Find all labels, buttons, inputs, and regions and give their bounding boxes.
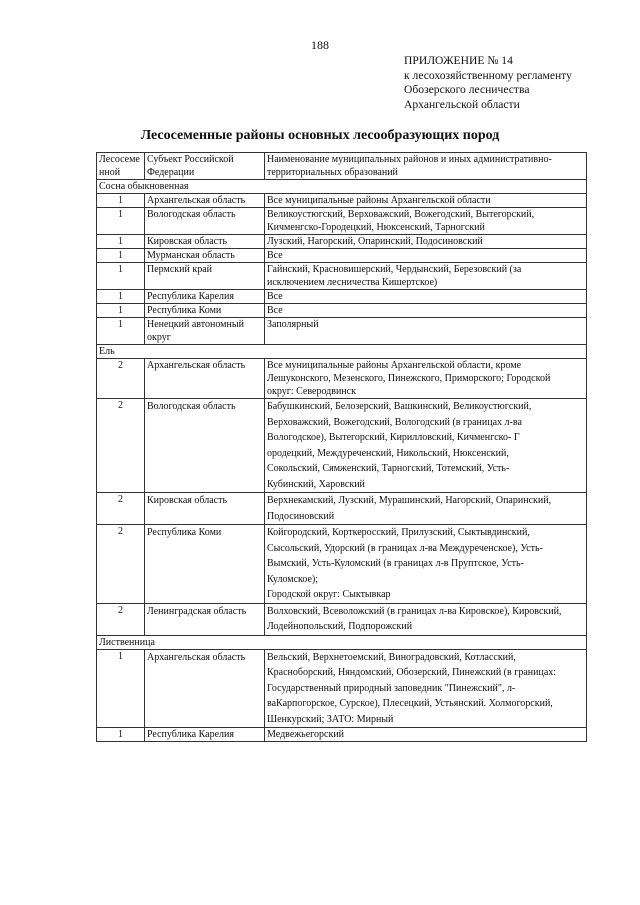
- district-line: исключением лесничества Кишертское): [267, 277, 438, 288]
- district-line: Гайнский, Красновишерский, Чердынский, Березовский (за: [267, 264, 522, 275]
- appendix-header: [404, 54, 572, 112]
- district-line: Вельский, Верхнетоемский, Виноградовский, Котласский,: [267, 651, 516, 663]
- header-districts: Наименование муниципальных районов и иных административно- территориальных образований: [265, 153, 587, 180]
- district-line: Лодейнопольский, Подпорожский: [267, 621, 413, 632]
- districts-cell: [265, 249, 587, 263]
- subject-line: Республика Карелия: [147, 729, 234, 740]
- table-row: [97, 493, 587, 525]
- header-subject: Субъект Российской Федерации: [145, 153, 265, 180]
- district-line: Шенкурский; ЗАТО: Мирный: [267, 713, 394, 725]
- districts-cell: [265, 304, 587, 318]
- section-row: [97, 345, 587, 359]
- subject-line: Республика Коми: [147, 527, 222, 538]
- districts-cell: [265, 493, 587, 525]
- district-line: Верховажский, Вожегодский, Вологодский (в границах л-ва: [267, 416, 522, 428]
- district-line: Красноборский, Няндомский, Обозерский, Пинежский (в границах:: [267, 667, 557, 678]
- subject-cell: [145, 249, 265, 263]
- subject-cell: [145, 359, 265, 399]
- table-row: [97, 649, 587, 728]
- district-line: Заполярный: [267, 319, 319, 330]
- seed-zone-number: 2: [97, 525, 145, 604]
- seed-zone-number: 1: [97, 318, 145, 345]
- districts-cell: [265, 194, 587, 208]
- header-seed-zone: Лесосеме нной: [97, 153, 145, 180]
- districts-cell: [265, 525, 587, 604]
- seed-zone-number: 2: [97, 493, 145, 525]
- district-line: Все муниципальные районы Архангельской области: [267, 195, 491, 206]
- seed-zone-number: 2: [97, 399, 145, 493]
- district-line: Волховский, Всеволожский (в границах л-ва Кировское), Кировский,: [267, 605, 562, 617]
- subject-line: Архангельская область: [147, 651, 246, 663]
- appendix-line: Архангельской области: [404, 97, 520, 111]
- table-row: [97, 208, 587, 235]
- subject-line: Ленинградская область: [147, 605, 247, 617]
- seed-zone-number: 1: [97, 263, 145, 290]
- subject-cell: [145, 525, 265, 604]
- district-line: Сысольский, Удорский (в границах л-ва Междуреченское), Усть-: [267, 542, 543, 554]
- district-line: Медвежьегорский: [267, 729, 345, 740]
- table-body: [97, 180, 587, 742]
- table-row: [97, 304, 587, 318]
- subject-line: Пермский край: [147, 264, 212, 275]
- subject-cell: [145, 318, 265, 345]
- table-row: [97, 290, 587, 304]
- table-row: [97, 318, 587, 345]
- districts-cell: [265, 263, 587, 290]
- table-row: [97, 194, 587, 208]
- subject-line: округ: [147, 332, 171, 343]
- subject-line: Мурманская область: [147, 250, 235, 261]
- district-line: Подосиновский: [267, 510, 335, 522]
- districts-cell: [265, 318, 587, 345]
- district-line: Все: [267, 250, 283, 261]
- subject-cell: [145, 493, 265, 525]
- district-line: Все: [267, 305, 283, 316]
- seed-zone-number: 2: [97, 603, 145, 635]
- district-line: Городской округ: Сыктывкар: [267, 589, 391, 600]
- district-line: Лешуконского, Мезенского, Пинежского, Приморского; Городской: [267, 373, 551, 384]
- districts-cell: [265, 399, 587, 493]
- subject-cell: [145, 208, 265, 235]
- subject-line: Кировская область: [147, 236, 228, 247]
- subject-line: Вологодская область: [147, 401, 236, 412]
- district-line: Великоустюгский, Верховажский, Вожегодский, Вытегорский,: [267, 209, 535, 220]
- subject-line: Республика Карелия: [147, 291, 234, 302]
- seed-zone-number: 1: [97, 208, 145, 235]
- table-row: [97, 399, 587, 493]
- document-title: Лесосеменные районы основных лесообразующих пород: [140, 128, 500, 143]
- district-line: Сокольский, Сямженский, Тарногский, Тотемский, Усть-: [267, 463, 510, 474]
- table-row: [97, 263, 587, 290]
- district-line: ваКарпогорское, Сурское), Плесецкий, Устьянский. Холмогорский,: [267, 698, 553, 709]
- subject-cell: [145, 263, 265, 290]
- subject-cell: [145, 290, 265, 304]
- appendix-line: Обозерского лесничества: [404, 83, 530, 96]
- district-line: Государственный природный заповедник "Пинежский", л-: [267, 682, 516, 694]
- section-row: [97, 635, 587, 649]
- subject-cell: [145, 728, 265, 742]
- district-line: Койгородский, Корткеросский, Прилузский, Сыктывдинский,: [267, 527, 530, 538]
- district-line: Все муниципальные районы Архангельской области, кроме: [267, 360, 522, 371]
- table-row: [97, 235, 587, 249]
- subject-cell: [145, 399, 265, 493]
- section-row: [97, 180, 587, 194]
- seed-zone-number: 1: [97, 649, 145, 728]
- table-row: [97, 525, 587, 604]
- seed-zone-number: 2: [97, 359, 145, 399]
- district-line: Все: [267, 291, 283, 302]
- seed-zone-number: 1: [97, 304, 145, 318]
- subject-cell: [145, 194, 265, 208]
- districts-cell: [265, 235, 587, 249]
- district-line: Кичменгско-Городецкий, Нюксенский, Тарногский: [267, 222, 485, 233]
- district-line: Лузский, Нагорский, Опаринский, Подосиновский: [267, 236, 483, 247]
- appendix-line: к лесохозяйственному регламенту: [404, 68, 572, 82]
- districts-cell: [265, 649, 587, 728]
- seed-zone-number: 1: [97, 290, 145, 304]
- table-row: [97, 359, 587, 399]
- subject-line: Вологодская область: [147, 209, 236, 220]
- seed-zone-number: 1: [97, 235, 145, 249]
- district-line: Вологодское), Вытегорский, Кирилловский, Кичменгско- Г: [267, 432, 520, 443]
- districts-cell: [265, 359, 587, 399]
- table-row: [97, 728, 587, 742]
- seed-zone-number: 1: [97, 194, 145, 208]
- subject-cell: [145, 235, 265, 249]
- districts-cell: [265, 290, 587, 304]
- district-line: Верхнекамский, Лузский, Мурашинский, Нагорский, Опаринский,: [267, 495, 552, 506]
- section-title: Сосна обыкновенная: [97, 180, 587, 194]
- subject-line: Архангельская область: [147, 195, 246, 206]
- subject-line: Кировская область: [147, 495, 228, 506]
- subject-line: Республика Коми: [147, 305, 222, 316]
- appendix-line: ПРИЛОЖЕНИЕ № 14: [404, 54, 513, 67]
- districts-cell: [265, 603, 587, 635]
- districts-cell: [265, 208, 587, 235]
- seed-zone-number: 1: [97, 249, 145, 263]
- district-line: Кубинский, Харовский: [267, 478, 365, 490]
- subject-cell: [145, 304, 265, 318]
- district-line: Куломское);: [267, 573, 319, 585]
- section-title: Лиственница: [97, 635, 587, 649]
- section-title: Ель: [97, 345, 587, 359]
- district-line: ородецкий, Междуреченский, Никольский, Нюксенский,: [267, 447, 509, 459]
- subject-line: Архангельская область: [147, 360, 246, 371]
- district-line: Вымский, Усть-Куломский (в границах л-в Пруптское, Усть-: [267, 558, 524, 569]
- table-row: [97, 603, 587, 635]
- seed-zone-number: 1: [97, 728, 145, 742]
- table-row: [97, 249, 587, 263]
- district-line: Бабушкинский, Белозерский, Вашкинский, Великоустюгский,: [267, 401, 532, 412]
- page-number: 188: [311, 38, 329, 52]
- subject-line: Ненецкий автономный: [147, 319, 244, 330]
- district-line: округ: Северодвинск: [267, 386, 356, 397]
- districts-cell: [265, 728, 587, 742]
- seed-zones-table: [96, 152, 587, 742]
- subject-cell: [145, 649, 265, 728]
- table-header-row: [97, 153, 587, 180]
- subject-cell: [145, 603, 265, 635]
